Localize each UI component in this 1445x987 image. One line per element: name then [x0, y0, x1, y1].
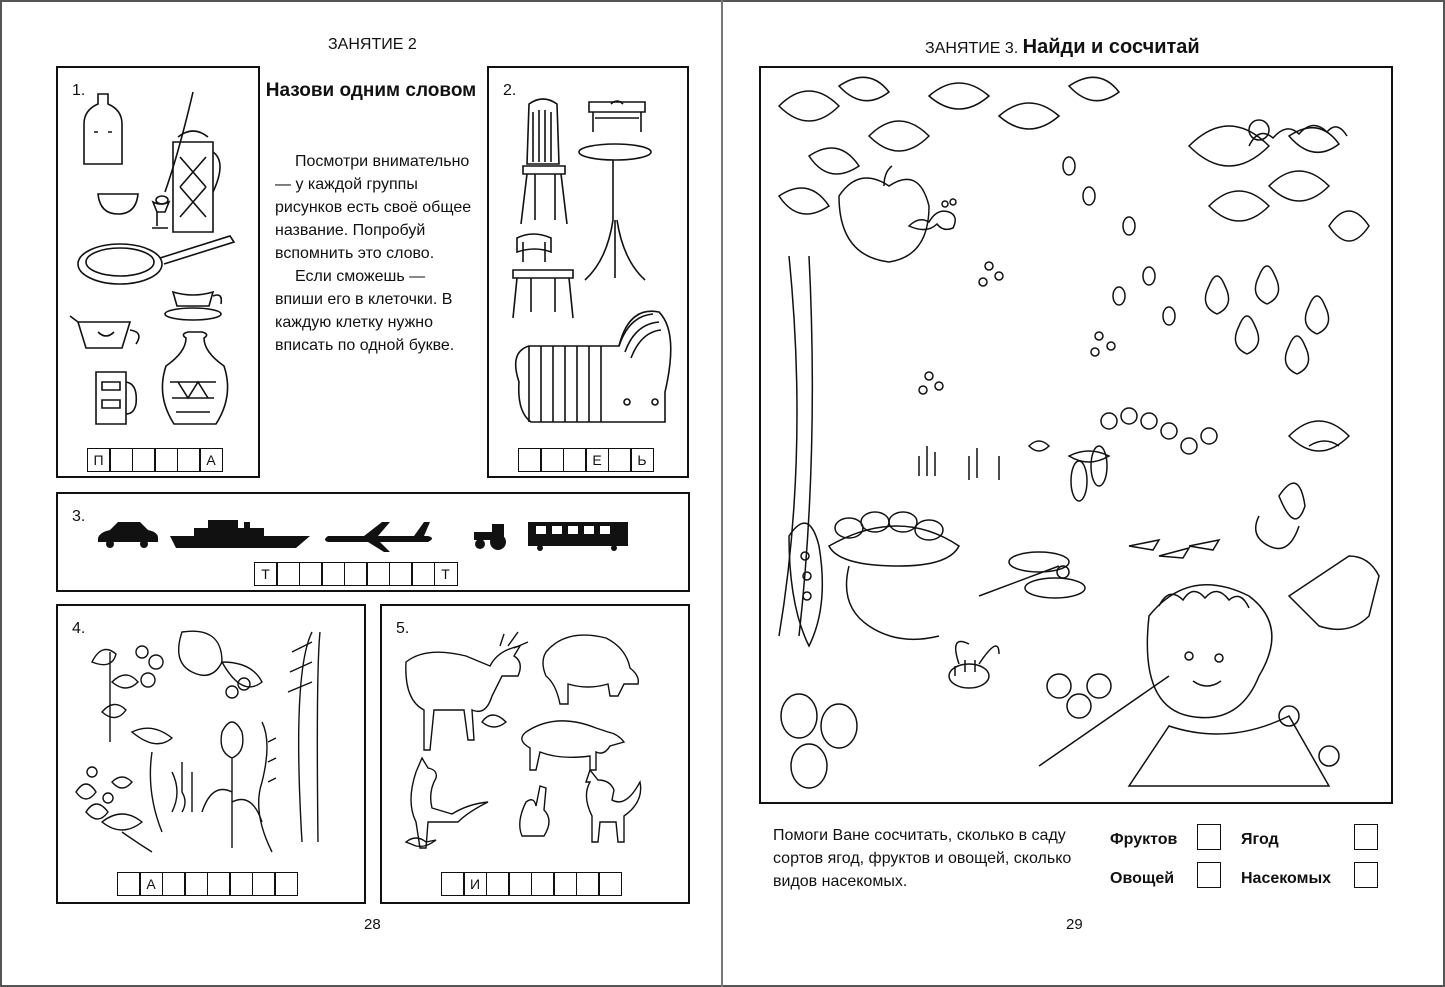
- vegetables-answer-box[interactable]: [1197, 862, 1221, 888]
- instruction-paragraph: Посмотри внимательно — у каждой группы рисунков есть своё общее название. Попробуй вспомнить это слово.: [275, 153, 472, 262]
- answer-cell[interactable]: И: [463, 872, 487, 896]
- task-number: 4.: [72, 620, 86, 637]
- fruits-answer-box[interactable]: [1197, 824, 1221, 850]
- task-number: 3.: [72, 508, 86, 525]
- task-number: 5.: [396, 620, 410, 637]
- animals-illustration: [396, 622, 676, 858]
- task-2-box: [487, 66, 689, 478]
- answer-cells-5: [442, 872, 622, 896]
- answer-cell[interactable]: [563, 448, 587, 472]
- insects-answer-box[interactable]: [1354, 862, 1378, 888]
- answer-cells-4: [118, 872, 298, 896]
- answer-cell[interactable]: [177, 448, 201, 472]
- task-4-box: [56, 604, 366, 904]
- answer-cell[interactable]: А: [139, 872, 163, 896]
- task-number: 2.: [503, 82, 517, 99]
- answer-cell[interactable]: Т: [254, 562, 278, 586]
- lesson-2-title: Назови одним словом: [265, 80, 477, 101]
- answer-cell[interactable]: [299, 562, 323, 586]
- answer-cell[interactable]: Е: [585, 448, 609, 472]
- answer-cell[interactable]: [229, 872, 253, 896]
- page-number-right: 29: [1066, 916, 1083, 933]
- task-number: 1.: [72, 82, 86, 99]
- furniture-illustration: [507, 92, 677, 432]
- plants-illustration: [72, 622, 352, 858]
- answer-cell[interactable]: [117, 872, 141, 896]
- answer-cell[interactable]: [389, 562, 413, 586]
- lesson-3-title: Найди и сосчитай: [1022, 36, 1200, 58]
- lesson-3-header: [925, 36, 1200, 59]
- answer-cell[interactable]: [162, 872, 186, 896]
- answer-cells-1: [88, 448, 223, 472]
- answer-cell[interactable]: Ь: [630, 448, 654, 472]
- answer-cell[interactable]: [518, 448, 542, 472]
- answer-cell[interactable]: [508, 872, 532, 896]
- answer-cell[interactable]: [154, 448, 178, 472]
- task-5-box: [380, 604, 690, 904]
- answer-cells-3: [255, 562, 458, 586]
- lesson-2-header: ЗАНЯТИЕ 2: [328, 36, 417, 53]
- answer-cell[interactable]: [132, 448, 156, 472]
- vegetables-label: Овощей: [1110, 870, 1175, 887]
- answer-cell[interactable]: А: [199, 448, 223, 472]
- garden-illustration: [769, 76, 1383, 794]
- answer-cell[interactable]: [411, 562, 435, 586]
- answer-cell[interactable]: [207, 872, 231, 896]
- answer-cell[interactable]: [366, 562, 390, 586]
- task-3-box: [56, 492, 690, 592]
- book-spine: [721, 0, 723, 987]
- insects-label: Насекомых: [1241, 870, 1332, 887]
- answer-cell[interactable]: [553, 872, 577, 896]
- answer-cell[interactable]: [540, 448, 564, 472]
- answer-cell[interactable]: Т: [434, 562, 458, 586]
- instructions-text: [275, 150, 475, 357]
- garden-picture-box: [759, 66, 1393, 804]
- answer-cell[interactable]: [576, 872, 600, 896]
- answer-cell[interactable]: [109, 448, 133, 472]
- lesson-3-label: ЗАНЯТИЕ 3.: [925, 40, 1019, 57]
- berries-answer-box[interactable]: [1354, 824, 1378, 850]
- answer-cell[interactable]: [441, 872, 465, 896]
- instruction-paragraph: Если сможешь — впиши его в клеточки. В каждую клетку нужно вписать по одной букве.: [275, 268, 455, 354]
- answer-cell[interactable]: [608, 448, 632, 472]
- dishes-illustration: [68, 82, 248, 432]
- answer-cell[interactable]: [486, 872, 510, 896]
- answer-cell[interactable]: [344, 562, 368, 586]
- answer-cell[interactable]: [184, 872, 208, 896]
- answer-cell[interactable]: [252, 872, 276, 896]
- fruits-label: Фруктов: [1110, 831, 1178, 848]
- answer-cell[interactable]: [598, 872, 622, 896]
- berries-label: Ягод: [1241, 831, 1279, 848]
- answer-cells-2: [519, 448, 654, 472]
- answer-cell[interactable]: [321, 562, 345, 586]
- answer-cell[interactable]: [274, 872, 298, 896]
- answer-cell[interactable]: [276, 562, 300, 586]
- transport-silhouettes: [94, 518, 654, 552]
- answer-cell[interactable]: [531, 872, 555, 896]
- task-1-box: [56, 66, 260, 478]
- help-text: Помоги Ване сосчитать, сколько в саду сортов ягод, фруктов и овощей, сколько видов насекомых.: [773, 827, 1072, 890]
- page-number-left: 28: [364, 916, 381, 933]
- answer-cell[interactable]: П: [87, 448, 111, 472]
